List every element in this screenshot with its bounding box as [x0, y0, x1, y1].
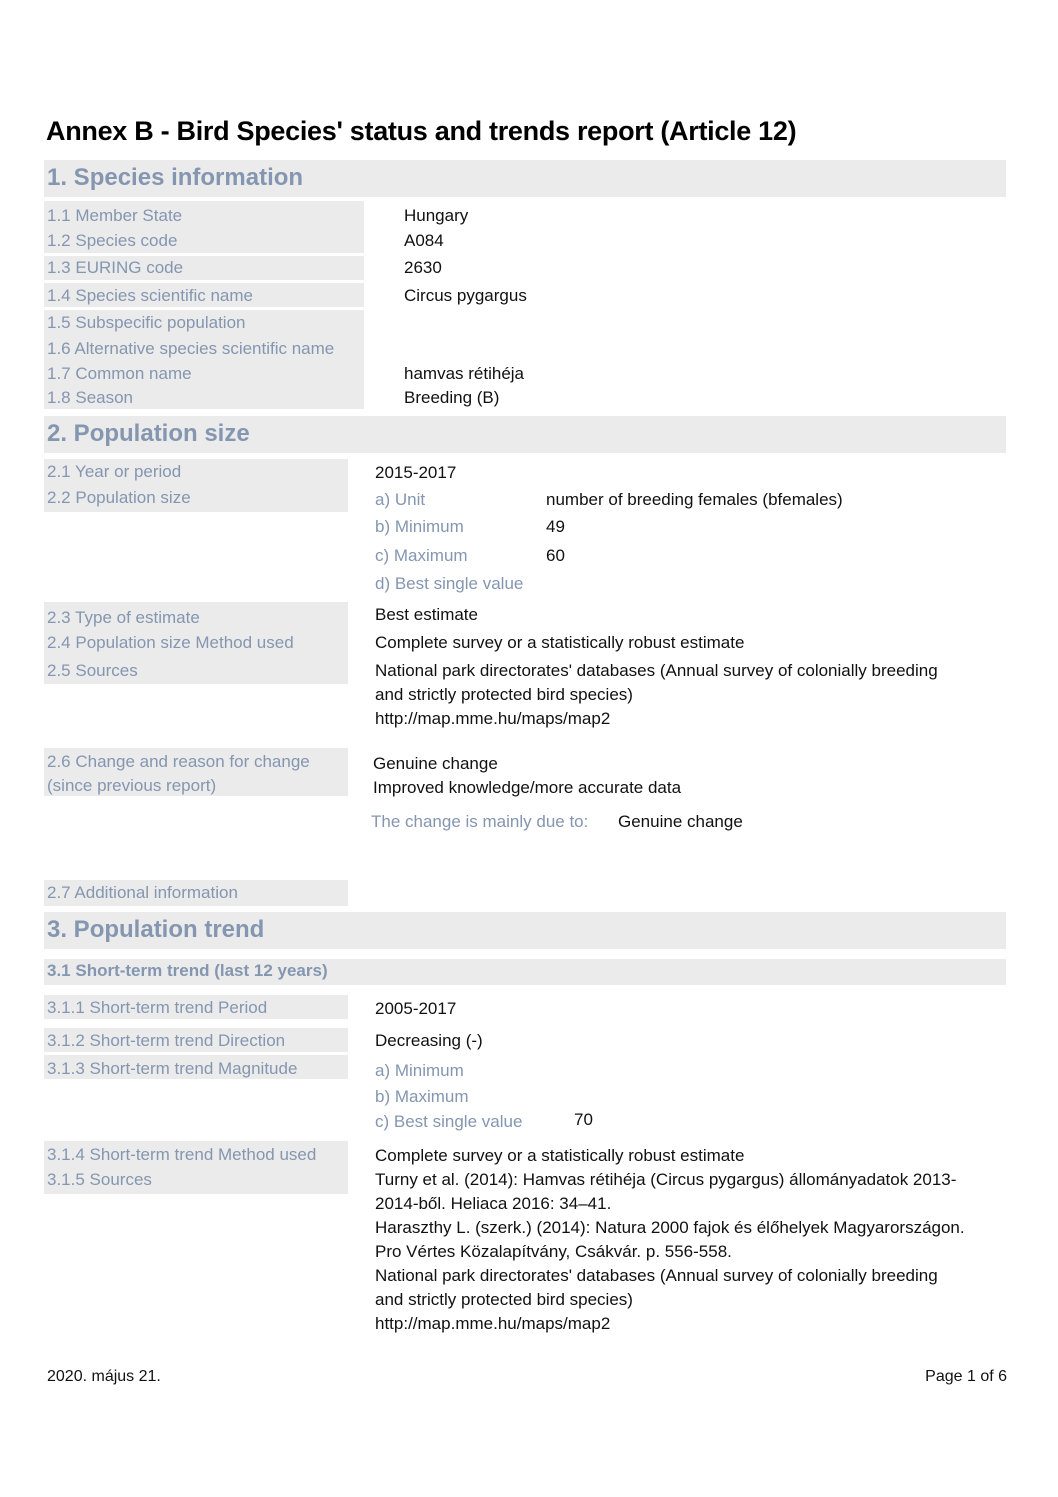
sub-value-minimum: 49 [546, 517, 565, 536]
field-value-euring-code: 2630 [404, 258, 442, 277]
sub-label-trend-maximum: b) Maximum [375, 1087, 469, 1106]
field-label-species-code: 1.2 Species code [47, 231, 178, 250]
source-line: National park directorates' databases (Annual survey of colonially breeding [375, 661, 938, 680]
field-label-season: 1.8 Season [47, 388, 134, 407]
field-label-euring-code: 1.3 EURING code [47, 258, 184, 277]
source-line: http://map.mme.hu/maps/map2 [375, 709, 611, 728]
source-line: and strictly protected bird species) [375, 1290, 633, 1309]
source-line: and strictly protected bird species) [375, 685, 633, 704]
field-label-type-of-estimate: 2.3 Type of estimate [47, 608, 200, 627]
sub-label-minimum: b) Minimum [375, 517, 464, 536]
field-label-year-period: 2.1 Year or period [47, 462, 182, 481]
field-label-trend-sources: 3.1.5 Sources [47, 1170, 152, 1189]
source-line: National park directorates' databases (Annual survey of colonially breeding [375, 1266, 938, 1285]
field-label-alternative-name: 1.6 Alternative species scientific name [47, 339, 335, 358]
field-label-common-name: 1.7 Common name [47, 364, 192, 383]
section-title: 3. Population trend [47, 916, 265, 943]
field-value-type-of-estimate: Best estimate [375, 605, 478, 624]
sub-label-trend-best-single-value: c) Best single value [375, 1112, 523, 1131]
source-line: http://map.mme.hu/maps/map2 [375, 1314, 611, 1333]
sub-value-maximum: 60 [546, 546, 565, 565]
page-title: Annex B - Bird Species' status and trends report (Article 12) [46, 116, 797, 146]
field-label-additional-info: 2.7 Additional information [47, 883, 238, 902]
sub-value-trend-best-single-value: 70 [574, 1110, 593, 1129]
field-label-member-state: 1.1 Member State [47, 206, 183, 225]
source-line: Pro Vértes Közalapítvány, Csákvár. p. 556-558. [375, 1242, 732, 1261]
field-label-change-reason: 2.6 Change and reason for change [47, 752, 310, 771]
section-header-population-trend [44, 912, 1006, 949]
field-label-trend-magnitude: 3.1.3 Short-term trend Magnitude [47, 1059, 298, 1078]
sub-label-unit: a) Unit [375, 490, 426, 509]
field-label-trend-period: 3.1.1 Short-term trend Period [47, 998, 268, 1017]
field-value-change: Genuine change [373, 754, 498, 773]
field-value-species-code: A084 [404, 231, 444, 250]
sub-label-best-single-value: d) Best single value [375, 574, 524, 593]
subsection-header-short-term-trend [44, 959, 1006, 985]
footer-page-number: Page 1 of 6 [925, 1368, 1007, 1385]
field-label-population-size: 2.2 Population size [47, 488, 191, 507]
field-value-year-period: 2015-2017 [375, 463, 457, 482]
field-value-common-name: hamvas rétihéja [404, 364, 525, 383]
field-value-trend-method: Complete survey or a statistically robust estimate [375, 1146, 745, 1165]
field-label-scientific-name: 1.4 Species scientific name [47, 286, 253, 305]
source-line: Haraszthy L. (szerk.) (2014): Natura 2000 fajok és élőhelyek Magyarországon. [375, 1218, 965, 1237]
field-value-trend-period: 2005-2017 [375, 999, 457, 1018]
field-label-sources: 2.5 Sources [47, 661, 138, 680]
footer-date: 2020. május 21. [47, 1368, 161, 1385]
field-value-season: Breeding (B) [404, 388, 500, 407]
section-title: 1. Species information [47, 164, 304, 191]
field-value-member-state: Hungary [404, 206, 469, 225]
field-label-method-used: 2.4 Population size Method used [47, 633, 294, 652]
field-value-trend-direction: Decreasing (-) [375, 1031, 483, 1050]
sub-value-unit: number of breeding females (bfemales) [546, 490, 843, 509]
sub-value-mainly-due-to: Genuine change [618, 812, 743, 831]
section-header-population-size [44, 416, 1006, 453]
field-value-change-reason: Improved knowledge/more accurate data [373, 778, 682, 797]
field-value-scientific-name: Circus pygargus [404, 286, 527, 305]
field-label-change-reason-2: (since previous report) [47, 776, 217, 795]
field-label-subspecific-population: 1.5 Subspecific population [47, 313, 246, 332]
section-title: 2. Population size [47, 420, 250, 447]
source-line: 2014-ből. Heliaca 2016: 34–41. [375, 1194, 612, 1213]
sub-label-maximum: c) Maximum [375, 546, 468, 565]
sub-label-mainly-due-to: The change is mainly due to: [371, 812, 589, 831]
section-header-species-information [44, 160, 1006, 197]
field-value-method-used: Complete survey or a statistically robust estimate [375, 633, 745, 652]
subsection-title: 3.1 Short-term trend (last 12 years) [47, 961, 328, 980]
field-label-trend-method: 3.1.4 Short-term trend Method used [47, 1145, 317, 1164]
field-label-trend-direction: 3.1.2 Short-term trend Direction [47, 1031, 286, 1050]
sub-label-trend-minimum: a) Minimum [375, 1061, 464, 1080]
source-line: Turny et al. (2014): Hamvas rétihéja (Circus pygargus) állományadatok 2013- [375, 1170, 957, 1189]
